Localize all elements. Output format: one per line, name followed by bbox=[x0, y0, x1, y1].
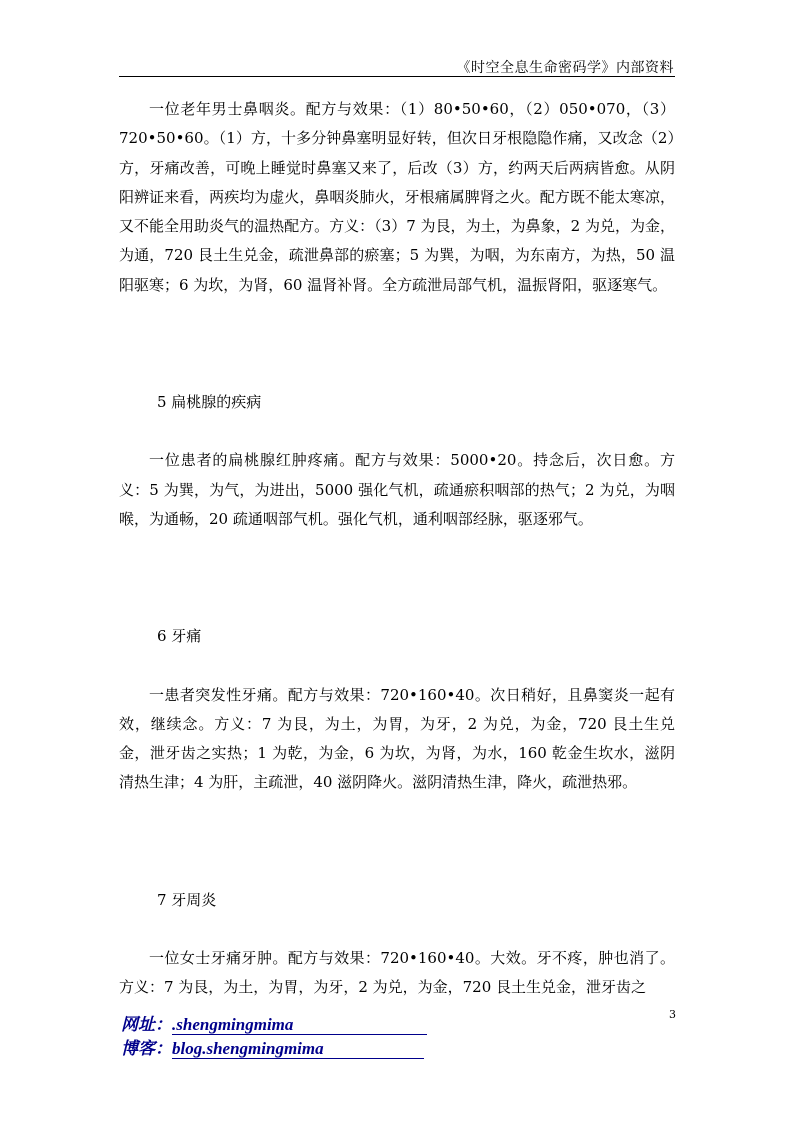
running-header: 《时空全息生命密码学》内部资料 bbox=[456, 60, 674, 76]
paragraph-periodontitis: 一位女士牙痛牙肿。配方与效果：720•160•40。大效。牙不疼，肿也消了。方义：7 为艮，为土，为胃，为牙，2 为兑，为金，720 艮土生兑金，泄牙齿之 bbox=[119, 949, 675, 997]
paragraph-nasopharyngitis: 一位老年男士鼻咽炎。配方与效果：（1）80•50•60，（2）050•070，（3）720•50•60。（1）方，十多分钟鼻塞明显好转，但次日牙根隐隐作痛，又改念（2）方，牙痛改善，可晚上睡觉时鼻塞又来了，后改（3）方，约两天后两病皆愈。从阴阳辨证来看，两疾均为虚火，鼻咽炎肺火，牙根痛属脾肾之火。配方既不能太寒凉，又不能全用助炎气的温热配方。方义：（3）7 为艮，为土，为鼻象，2 为兑，为金，为通，720 艮土生兑金，疏泄鼻部的瘀塞；5 为巽，为咽，为东南方，为热，50 温阳驱寒；6 为坎，为肾，60 温肾补肾。全方疏泄局部气机，温振肾阳，驱逐寒气。 bbox=[119, 100, 675, 294]
section-title-toothache: 6 牙痛 bbox=[157, 627, 202, 646]
blog-label: 博客： bbox=[121, 1039, 172, 1058]
document-body bbox=[119, 95, 675, 1003]
blog-link[interactable] bbox=[121, 1034, 424, 1059]
header-rule bbox=[119, 76, 675, 77]
website-link[interactable] bbox=[121, 1010, 427, 1035]
paragraph-tonsil: 一位患者的扁桃腺红肿疼痛。配方与效果：5000•20。持念后，次日愈。方义：5 为巽，为气，为进出，5000 强化气机，疏通瘀积咽部的热气；2 为兑，为咽喉，为通畅，20 疏通咽部气机。强化气机，通利咽部经脉，驱逐邪气。 bbox=[119, 451, 675, 528]
section-title-tonsil: 5 扁桃腺的疾病 bbox=[157, 393, 262, 412]
blog-url[interactable]: blog.shengmingmima bbox=[172, 1040, 424, 1059]
section-title-periodontitis: 7 牙周炎 bbox=[157, 890, 217, 909]
paragraph-toothache: 一患者突发性牙痛。配方与效果：720•160•40。次日稍好，且鼻窦炎一起有效，继续念。方义：7 为艮，为土，为胃，为牙，2 为兑，为金，720 艮土生兑金，泄牙齿之实热；1 为乾，为金，6 为坎，为肾，为水，160 乾金生坎水，滋阴清热生津；4 为肝，主疏泄，40 滋阴降火。滋阴清热生津，降火，疏泄热邪。 bbox=[119, 685, 675, 792]
website-label: 网址： bbox=[121, 1015, 172, 1034]
website-url[interactable]: .shengmingmima bbox=[172, 1016, 427, 1035]
page-number: 3 bbox=[669, 1008, 676, 1021]
